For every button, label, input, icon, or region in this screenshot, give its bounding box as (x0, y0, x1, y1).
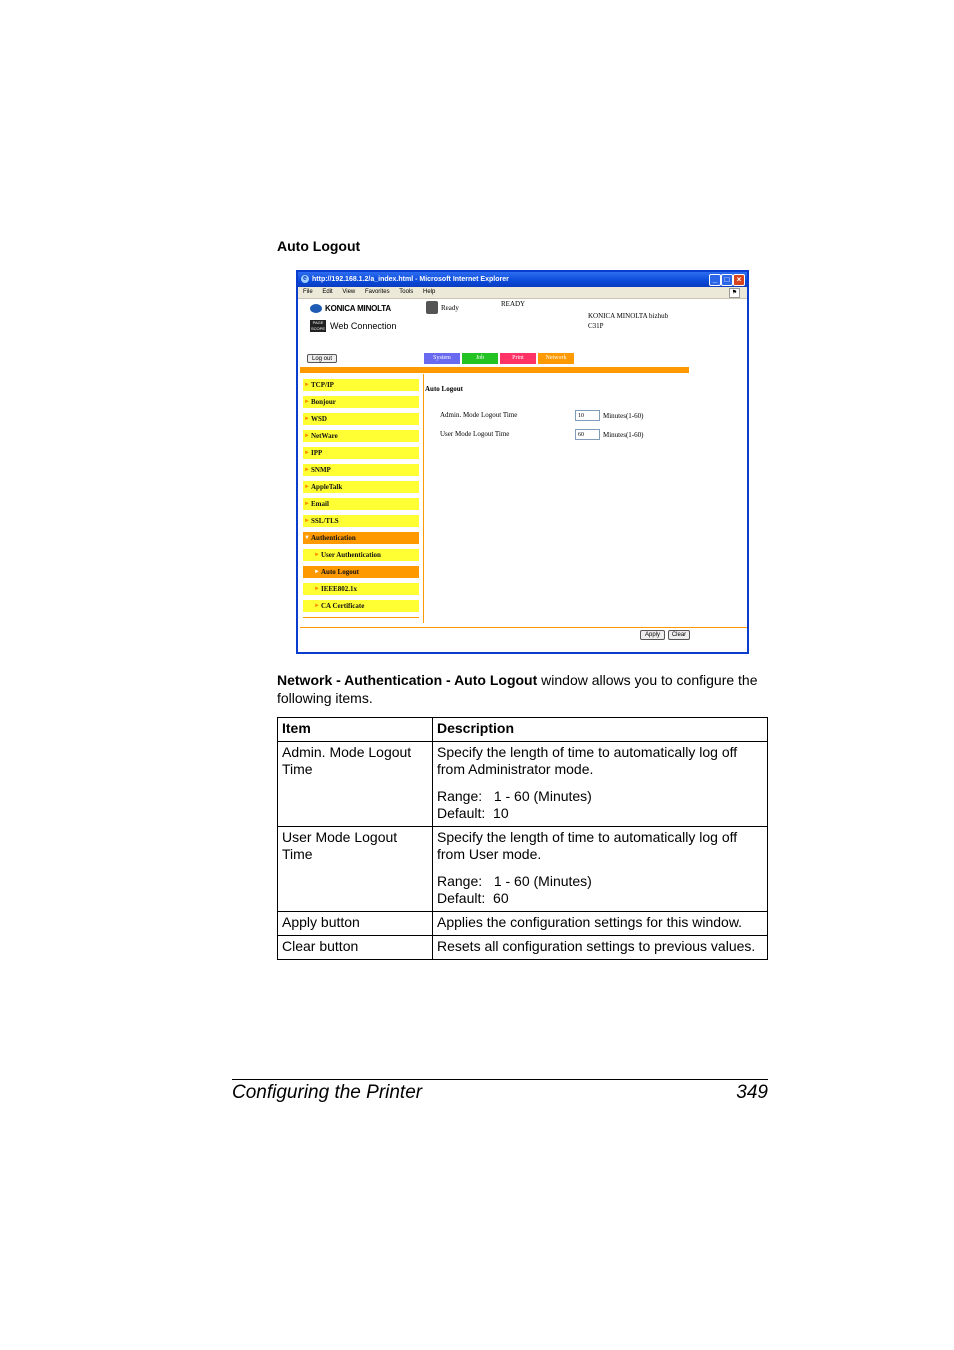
tab-job[interactable]: Job (462, 353, 498, 364)
sidebar-item-label: SSL/TLS (311, 517, 339, 525)
maximize-button[interactable]: □ (721, 274, 733, 286)
admin-logout-input[interactable] (575, 410, 600, 421)
item-cell: User Mode Logout Time (278, 827, 433, 912)
arrow-right-icon: ► (304, 450, 310, 456)
user-logout-input[interactable] (575, 429, 600, 440)
sidebar-item-auto-logout[interactable] (303, 566, 419, 578)
brand-name: KONICA MINOLTA (325, 304, 391, 313)
clear-button[interactable]: Clear (668, 630, 690, 640)
arrow-right-icon: ► (314, 586, 320, 592)
sidebar-item-label: SNMP (311, 466, 331, 474)
intro-rest: window allows you to configure the following items. (277, 672, 758, 706)
pagescope-logo-icon: PAGE SCOPE (310, 320, 325, 331)
sidebar-item-ca-certificate[interactable] (303, 600, 419, 612)
konica-minolta-logo-icon (310, 304, 322, 313)
item-cell: Clear button (278, 936, 433, 960)
tab-print[interactable]: Print (500, 353, 536, 364)
tab-network[interactable]: Network (538, 353, 574, 364)
sidebar-item-label: Auto Logout (321, 568, 359, 576)
description-cell (433, 827, 768, 912)
range-text: Range: 1 - 60 (Minutes) (437, 873, 592, 889)
status-ready: READY (501, 300, 526, 308)
arrow-right-icon: ► (304, 433, 310, 439)
description-table (277, 717, 768, 960)
sidebar-item-bonjour[interactable] (303, 396, 419, 408)
sidebar-item-user-authentication[interactable] (303, 549, 419, 561)
sidebar-item-ieee8021x[interactable] (303, 583, 419, 595)
header-description: Description (433, 718, 768, 742)
browser-content (298, 299, 747, 652)
table-row (278, 912, 768, 936)
section-heading: Auto Logout (277, 238, 361, 254)
menu-tools[interactable]: Tools (399, 289, 414, 295)
description-cell: Resets all configuration settings to previous values. (433, 936, 768, 960)
browser-window (296, 270, 749, 654)
arrow-right-icon: ► (314, 552, 320, 558)
menu-view[interactable]: View (342, 289, 356, 295)
header-item: Item (278, 718, 433, 742)
sidebar-item-ssl-tls[interactable] (303, 515, 419, 527)
arrow-right-icon: ► (304, 382, 310, 388)
sidebar-item-ipp[interactable] (303, 447, 419, 459)
header-bar (300, 367, 689, 373)
sidebar-item-appletalk[interactable] (303, 481, 419, 493)
admin-logout-unit: Minutes(1-60) (603, 412, 644, 420)
model-line-1: KONICA MINOLTA bizhub (588, 312, 669, 320)
sidebar-item-tcpip[interactable] (303, 379, 419, 391)
arrow-down-icon: ▼ (304, 535, 310, 541)
sidebar-item-netware[interactable] (303, 430, 419, 442)
browser-titlebar (298, 272, 747, 287)
sidebar-item-label: NetWare (311, 432, 338, 440)
page-number: 349 (736, 1082, 768, 1103)
intro-paragraph (277, 671, 767, 707)
default-text: Default: 60 (437, 890, 509, 906)
browser-title: http://192.168.1.2/a_index.html - Microsoft Internet Explorer (312, 276, 509, 283)
table-row (278, 827, 768, 912)
user-logout-unit: Minutes(1-60) (603, 431, 644, 439)
printer-status-icon (426, 301, 438, 314)
menu-favorites[interactable]: Favorites (364, 289, 390, 295)
sidebar-item-label: TCP/IP (311, 381, 334, 389)
tab-system[interactable]: System (424, 353, 460, 364)
sidebar-item-authentication[interactable] (303, 532, 419, 544)
sidebar-item-label: User Authentication (321, 551, 381, 559)
table-row (278, 742, 768, 827)
arrow-right-icon: ► (304, 484, 310, 490)
admin-logout-label: Admin. Mode Logout Time (440, 411, 518, 419)
minimize-button[interactable]: _ (709, 274, 721, 286)
footer-rule (232, 1079, 768, 1080)
table-row (278, 936, 768, 960)
logout-button[interactable]: Log out (307, 354, 337, 363)
user-logout-label: User Mode Logout Time (440, 430, 510, 438)
sidebar-item-snmp[interactable] (303, 464, 419, 476)
model-line-2: C31P (588, 322, 604, 330)
windows-flag-icon: ⚑ (729, 288, 740, 298)
item-cell: Admin. Mode Logout Time (278, 742, 433, 827)
default-text: Default: 10 (437, 805, 509, 821)
description-cell (433, 742, 768, 827)
sidebar-item-email[interactable] (303, 498, 419, 510)
sidebar-divider (303, 617, 419, 618)
arrow-right-icon: ► (304, 467, 310, 473)
sidebar-item-label: Authentication (311, 534, 356, 542)
sidebar-item-label: WSD (311, 415, 327, 423)
sidebar-item-wsd[interactable] (303, 413, 419, 425)
close-button[interactable]: × (733, 274, 745, 286)
menu-help[interactable]: Help (422, 289, 436, 295)
table-header-row (278, 718, 768, 742)
sidebar-item-label: IPP (311, 449, 323, 457)
main-title: Auto Logout (425, 385, 463, 393)
browser-menubar (298, 287, 747, 299)
description-text: Specify the length of time to automatically log off from User mode. (437, 829, 738, 862)
description-cell: Applies the configuration settings for this window. (433, 912, 768, 936)
sidebar-item-label: AppleTalk (311, 483, 343, 491)
sidebar-vertical-divider (423, 374, 424, 623)
menu-file[interactable]: File (303, 289, 313, 295)
internet-explorer-icon: e (301, 275, 309, 283)
sidebar-item-label: IEEE802.1x (321, 585, 357, 593)
intro-bold: Network - Authentication - Auto Logout (277, 672, 538, 688)
arrow-right-icon: ► (304, 416, 310, 422)
sidebar-item-label: Bonjour (311, 398, 336, 406)
arrow-right-icon: ► (304, 399, 310, 405)
arrow-right-icon: ► (314, 569, 320, 575)
arrow-right-icon: ► (304, 501, 310, 507)
sidebar-item-label: CA Certificate (321, 602, 365, 610)
arrow-right-icon: ► (304, 518, 310, 524)
menu-edit[interactable]: Edit (322, 289, 333, 295)
printer-model (588, 311, 668, 331)
web-connection-title: Web Connection (330, 321, 397, 331)
arrow-right-icon: ► (314, 603, 320, 609)
item-cell: Apply button (278, 912, 433, 936)
footer-divider (300, 627, 747, 628)
apply-button[interactable]: Apply (640, 630, 665, 640)
footer-chapter-title: Configuring the Printer (232, 1082, 423, 1103)
sidebar-item-label: Email (311, 500, 329, 508)
description-text: Specify the length of time to automatically log off from Administrator mode. (437, 744, 738, 777)
range-text: Range: 1 - 60 (Minutes) (437, 788, 592, 804)
status-small: Ready (441, 304, 459, 312)
